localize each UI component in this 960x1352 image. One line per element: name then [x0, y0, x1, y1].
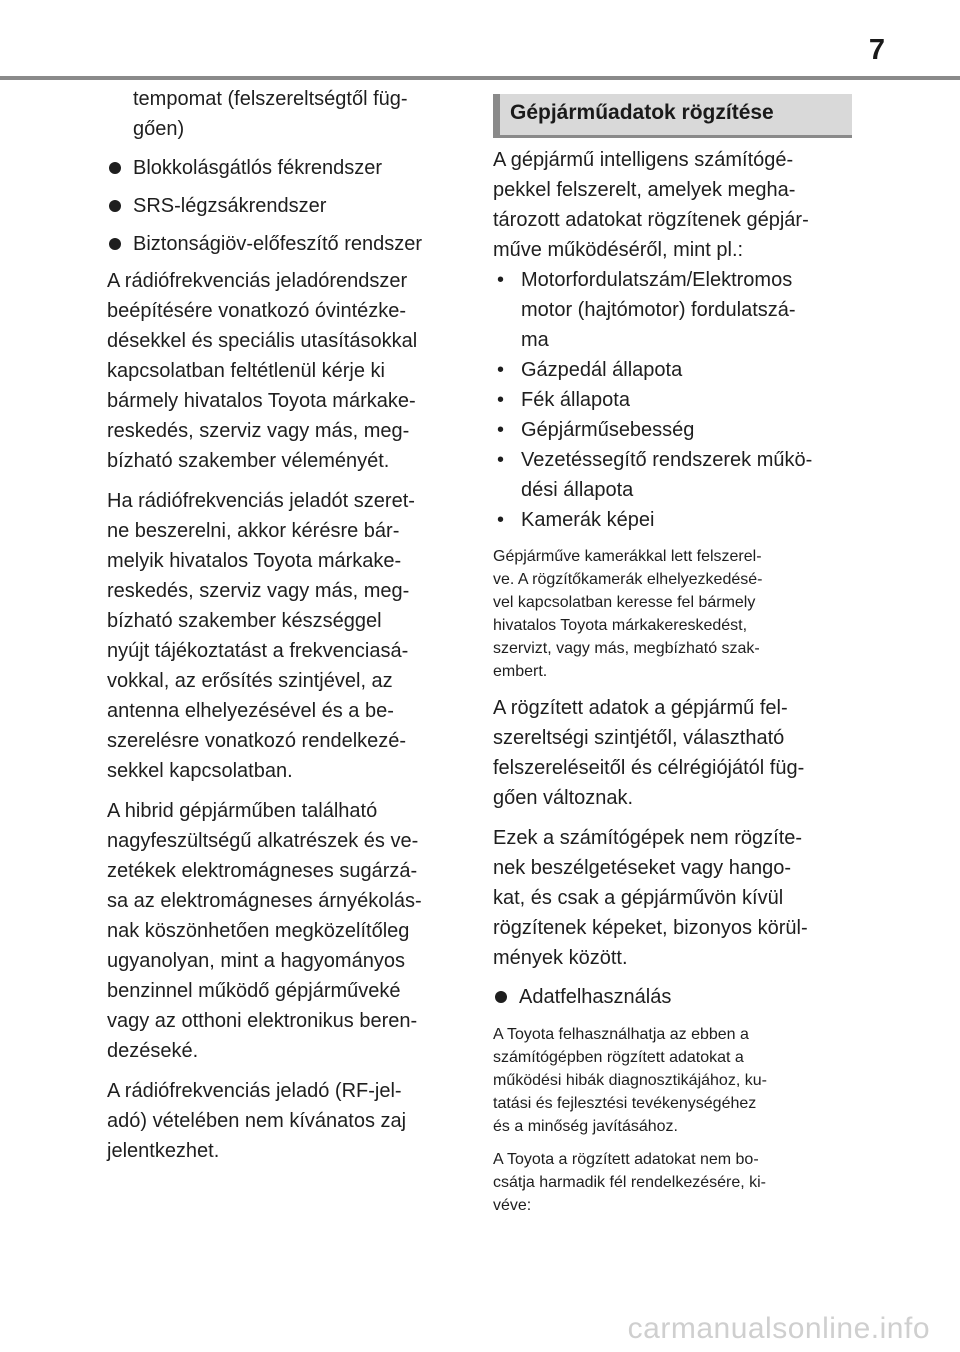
top-rule — [0, 76, 960, 80]
list-item: • Gázpedál állapota — [493, 355, 853, 385]
section-title: Gépjárműadatok rögzítése — [510, 101, 774, 124]
list-item: • Vezetéssegítő rendszerek műkö- dési állapota — [493, 445, 853, 505]
dot-item: Blokkolásgátlós fékrendszer — [107, 153, 467, 183]
dot-item: Biztonságiöv-előfeszítő rendszer — [107, 229, 467, 259]
section-header — [493, 94, 852, 138]
dot-item: SRS-légzsákrendszer — [107, 191, 467, 221]
right-column — [493, 145, 853, 1217]
continuation-text: tempomat (felszereltségtől füg- gően) — [133, 88, 408, 140]
paragraph-variation: A rögzített adatok a gépjármű fel- szereltségi szintjétől, választható felszereléseitől és célrégiójától füg- gően változnak. — [493, 697, 805, 809]
list-item: • Kamerák képei — [493, 505, 853, 535]
list-item: • Gépjárműsebesség — [493, 415, 853, 445]
page-number: 7 — [868, 34, 885, 66]
watermark: carmanualsonline.info — [627, 1312, 930, 1345]
paragraph-rf-install: Ha rádiófrekvenciás jeladót szeret- ne beszerelni, akkor kérésre bár- melyik hivatalos Toyota márkake- reskedés, szerviz vagy más, meg- bízható szakember készséggel nyújt tájékoztatást a frekvenciasá- vokkal, az erősítés szintjével, az antenna elhelyezésével és a be- szerelésre vonatkozó rendelkezé- sekkel kapcsolatban. — [107, 490, 415, 782]
section-header-bar — [493, 94, 500, 135]
paragraph-no-record: Ezek a számítógépek nem rögzíte- nek beszélgetéseket vagy hango- kat, és csak a gépjárművön kívül rögzítenek képeket, bizonyos körül- mények között. — [493, 827, 808, 969]
data-share-text: A Toyota a rögzített adatokat nem bo- csátja harmadik fél rendelkezésére, ki- véve: — [493, 1151, 767, 1214]
camera-note: Gépjárműve kamerákkal lett felszerel- ve. A rögzítőkamerák elhelyezkedésé- vel kapcsolatban keresse fel bármely hivatalos Toyota márkakereskedést, szervizt, vagy más, megbízható szak- embert. — [493, 548, 763, 680]
paragraph-rf-precautions: A rádiófrekvenciás jeladórendszer beépítésére vonatkozó óvintézke- désekkel és speciális utasításokkal kapcsolatban feltétlenül kérje ki bármely hivatalos Toyota márkake- reskedés, szerviz vagy más, meg- bízható szakember véleményét. — [107, 270, 418, 472]
paragraph-rf-noise: A rádiófrekvenciás jeladó (RF-jel- adó) vételében nem kívánatos zaj jelentkezhet. — [107, 1080, 407, 1162]
intro-paragraph: A gépjármű intelligens számítógé- pekkel felszerelt, amelyek megha- tározott adatokat rögzítenek gépjár- műve működéséről, mint pl.: — [493, 149, 809, 261]
list-item: • Fék állapota — [493, 385, 853, 415]
list-item: • Motorfordulatszám/Elektromos motor (hajtómotor) fordulatszá- ma — [493, 265, 853, 355]
recorded-data-list — [493, 265, 853, 535]
paragraph-hybrid-emission: A hibrid gépjárműben található nagyfeszültségű alkatrészek és ve- zetékek elektromágneses sugárzá- sa az elektromágneses árnyékolás- nak köszönhetően megközelítőleg ugyanolyan, mint a hagyományos benzinnel működő gépjárműveké vagy az otthoni elektronikus beren- dezéseké. — [107, 800, 422, 1062]
dot-item-data-use: Adatfelhasználás — [493, 982, 853, 1012]
data-use-text: A Toyota felhasználhatja az ebben a számítógépben rögzített adatokat a működési hibák diagnosztikájához, ku- tatási és fejlesztési tevékenységéhez és a minőség javításához. — [493, 1026, 767, 1135]
left-column — [107, 84, 467, 1166]
